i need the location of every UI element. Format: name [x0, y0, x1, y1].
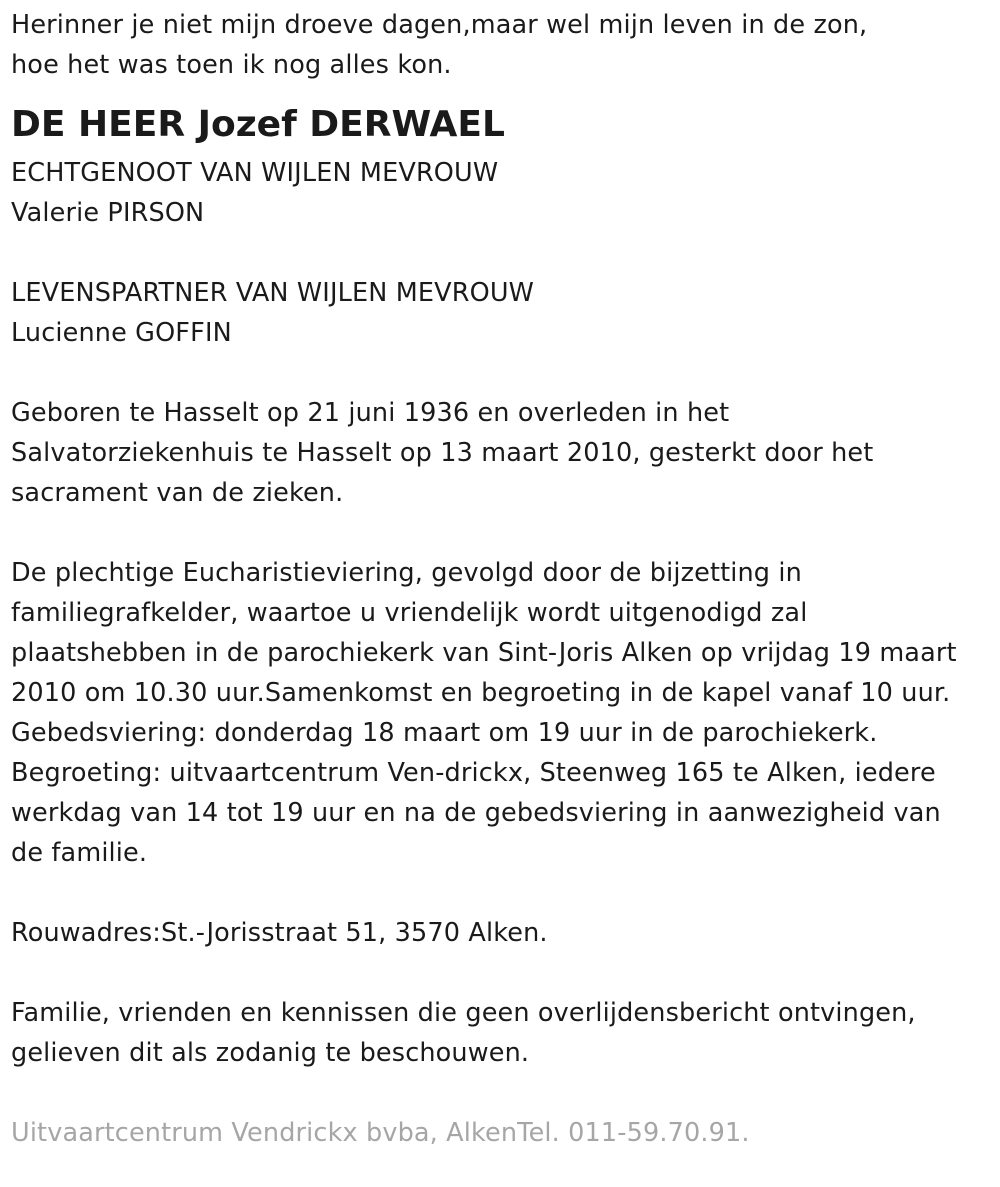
birth-death-line: sacrament van de zieken. — [11, 478, 344, 508]
obituary-notice — [11, 5, 996, 1153]
ceremony-line: Gebedsviering: donderdag 18 maart om 19 uur in de parochiekerk. — [11, 718, 878, 748]
birth-death-line: Geboren te Hasselt op 21 juni 1936 en overleden in het — [11, 398, 730, 428]
deceased-name-title: DE HEER Jozef DERWAEL — [11, 104, 505, 145]
mourning-address: Rouwadres:St.-Jorisstraat 51, 3570 Alken. — [11, 918, 548, 948]
partner-role: LEVENSPARTNER VAN WIJLEN MEVROUW — [11, 278, 534, 308]
spacer — [11, 513, 996, 553]
spacer — [11, 1073, 996, 1113]
spacer — [11, 353, 996, 393]
ceremony-line: werkdag van 14 tot 19 uur en na de gebedsviering in aanwezigheid van — [11, 798, 941, 828]
ceremony-line: familiegrafkelder, waartoe u vriendelijk wordt uitgenodigd zal — [11, 598, 808, 628]
ceremony-line: De plechtige Eucharistieviering, gevolgd door de bijzetting in — [11, 558, 802, 588]
spacer — [11, 873, 996, 913]
spouse-role: ECHTGENOOT VAN WIJLEN MEVROUW — [11, 158, 499, 188]
notice-line: Familie, vrienden en kennissen die geen overlijdensbericht ontvingen, — [11, 998, 916, 1028]
poem-line-1: Herinner je niet mijn droeve dagen,maar wel mijn leven in de zon, — [11, 10, 868, 40]
spacer — [11, 953, 996, 993]
partner-name: Lucienne GOFFIN — [11, 318, 232, 348]
ceremony-line: plaatshebben in de parochiekerk van Sint-Joris Alken op vrijdag 19 maart — [11, 638, 957, 668]
birth-death-line: Salvatorziekenhuis te Hasselt op 13 maart 2010, gesterkt door het — [11, 438, 874, 468]
funeral-home-footer: Uitvaartcentrum Vendrickx bvba, AlkenTel. 011-59.70.91. — [11, 1118, 750, 1148]
poem-line-2: hoe het was toen ik nog alles kon. — [11, 50, 452, 80]
ceremony-line: 2010 om 10.30 uur.Samenkomst en begroeting in de kapel vanaf 10 uur. — [11, 678, 951, 708]
notice-line: gelieven dit als zodanig te beschouwen. — [11, 1038, 530, 1068]
spacer — [11, 233, 996, 273]
ceremony-line: Begroeting: uitvaartcentrum Ven-drickx, Steenweg 165 te Alken, iedere — [11, 758, 936, 788]
ceremony-line: de familie. — [11, 838, 148, 868]
spouse-name: Valerie PIRSON — [11, 198, 205, 228]
